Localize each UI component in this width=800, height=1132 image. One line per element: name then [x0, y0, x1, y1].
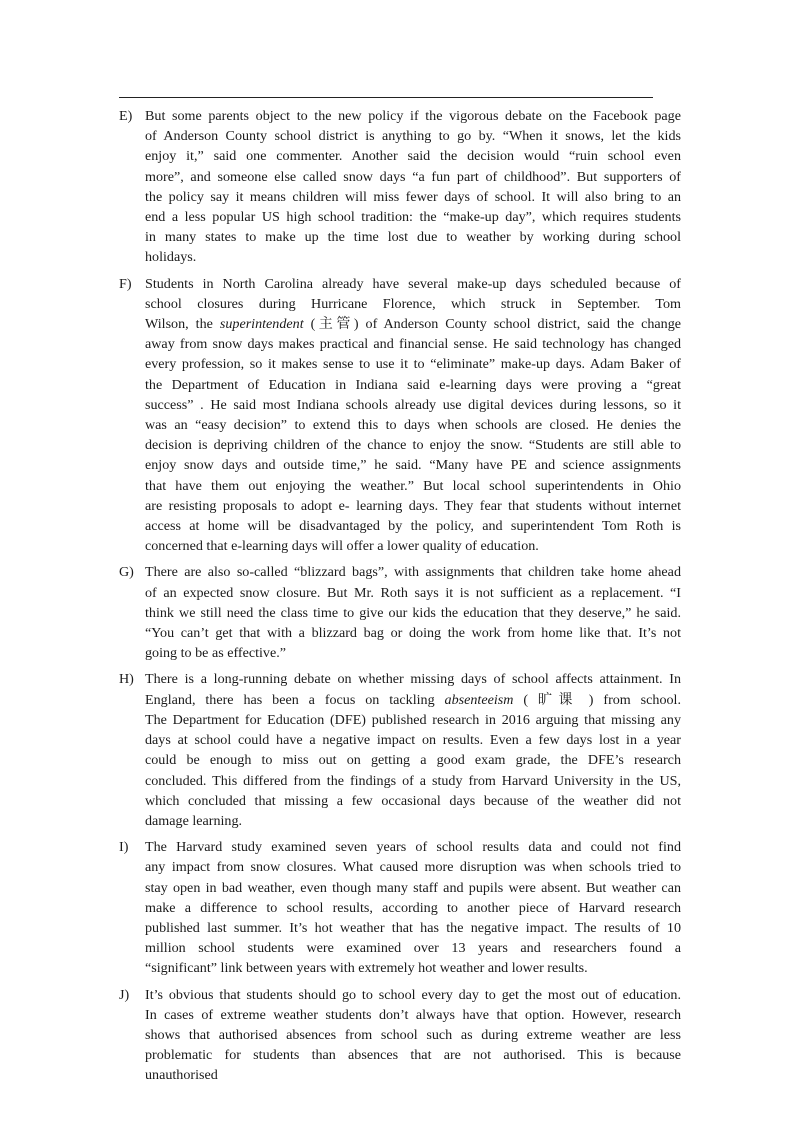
text-line: which concluded that missing a few occasional days because of the weather did not [145, 792, 681, 809]
text-run: ( 旷课 ) from school. [513, 691, 681, 708]
text-line [145, 314, 681, 334]
paragraph-text [145, 106, 681, 268]
paragraph-i [119, 837, 681, 978]
text-line: decision is depriving children of the chance to enjoy the snow. “Students are still able to [145, 437, 681, 454]
text-line: There are also so-called “blizzard bags”, with assignments that children take home ahead [145, 564, 681, 581]
text-line: the Department of Education in Indiana said e-learning days were proving a “great [145, 376, 681, 393]
text-line: It’s obvious that students should go to school every day to get the most out of education. [145, 986, 681, 1003]
paragraph-letter: J) [119, 986, 130, 1003]
paragraph-text [145, 837, 681, 978]
text-line: going to be as effective.” [145, 645, 287, 662]
text-line: more”, and someone else called snow days “a fun part of childhood”. But supporters of [145, 168, 681, 185]
text-line: could be enough to miss out on getting a good exam grade, the DFE’s research [145, 752, 681, 769]
text-line: school closures during Hurricane Florence, which struck in September. Tom [145, 295, 681, 312]
text-line: concluded. This differed from the findings of a study from Harvard University in the US, [145, 772, 681, 789]
text-line: enjoy snow days and outside time,” he said. “Many have PE and science assignments [145, 457, 681, 474]
text-line: any impact from snow closures. What caused more disruption was when schools tried to [145, 859, 681, 876]
text-line: are resisting proposals to adopt e- learning days. They fear that students without internet [145, 497, 681, 514]
text-line: days at school could have a negative impact on results. Even a few days lost in a year [145, 732, 681, 749]
paragraph-letter: I) [119, 839, 129, 856]
text-line: enjoy it,” said one commenter. Another said the decision would “ruin school even [145, 148, 681, 165]
text-line: The Harvard study examined seven years of school results data and could not find [145, 839, 681, 856]
paragraph-e [119, 106, 681, 268]
text-line: unauthorised [145, 1067, 218, 1084]
document-body [119, 106, 681, 1092]
text-line: access at home will be disadvantaged by the policy, and superintendent Tom Roth is [145, 518, 681, 535]
paragraph-letter: E) [119, 108, 133, 124]
text-line: In cases of extreme weather students don’t always have that option. However, research [145, 1006, 681, 1023]
text-line: away from snow days makes practical and financial sense. He said technology has changed [145, 336, 681, 353]
text-line: was an “easy decision” to extend this to days when schools are closed. He denies the [145, 417, 681, 434]
text-line: make a difference to school results, according to another piece of Harvard research [145, 899, 681, 916]
paragraph-j [119, 985, 681, 1086]
paragraph-letter: F) [119, 275, 132, 292]
text-line: every profession, so it makes sense to use it to “eliminate” make-up days. Adam Baker of [145, 356, 681, 373]
paragraph-g [119, 562, 681, 663]
text-line: of Anderson County school district is anything to go by. “When it snows, let the kids [145, 128, 681, 145]
text-line: shows that authorised absences from school such as during extreme weather are less [145, 1026, 681, 1043]
italic-term: superintendent [219, 316, 304, 333]
text-line: success” . He said most Indiana schools already use digital devices during lessons, so it [145, 396, 681, 413]
text-line: There is a long-running debate on whether missing days of school affects attainment. In [145, 671, 681, 688]
paragraph-text [145, 669, 681, 831]
text-line: But some parents object to the new policy if the vigorous debate on the Facebook page [145, 108, 681, 124]
text-line: problematic for students than absences that are not authorised. This is because [145, 1047, 681, 1064]
text-line: that have them out enjoying the weather.” But local school superintendents in Ohio [145, 477, 681, 494]
text-line: published last summer. It’s hot weather that has the negative impact. The results of 10 [145, 919, 681, 936]
text-line: stay open in bad weather, even though many staff and pupils were absent. But weather can [145, 879, 681, 896]
text-line: concerned that e-learning days will offer a lower quality of education. [145, 538, 539, 555]
paragraph-f [119, 274, 681, 557]
paragraph-letter: H) [119, 671, 134, 688]
text-run: Wilson, the [145, 316, 220, 333]
text-line: in many states to make up the time lost due to weather by working during school [145, 229, 681, 246]
text-line: the policy say it means children will miss fewer days of school. It will also bring to an [145, 188, 681, 205]
text-line: end a less popular US high school tradition: the “make-up day”, which requires students [145, 209, 681, 226]
text-line: “significant” link between years with extremely hot weather and lower results. [145, 960, 588, 977]
paragraph-text [145, 274, 681, 557]
header-rule [119, 97, 653, 98]
text-line: “You can’t get that with a blizzard bag or doing the work from home like that. It’s not [145, 625, 681, 642]
italic-term: absenteeism [444, 691, 514, 708]
text-line [145, 690, 681, 710]
text-line: damage learning. [145, 812, 243, 829]
paragraph-text [145, 562, 681, 663]
text-run: (主管) of Anderson County school district, said the change [303, 316, 681, 333]
text-line: holidays. [145, 249, 197, 266]
text-line: think we still need the class time to give our kids the education that they deserve,” he said. [145, 604, 681, 621]
text-line: Students in North Carolina already have several make-up days scheduled because of [145, 275, 681, 292]
text-line: million school students were examined over 13 years and researchers found a [145, 940, 681, 957]
text-line: The Department for Education (DFE) published research in 2016 arguing that missing any [145, 711, 681, 728]
paragraph-letter: G) [119, 564, 134, 581]
paragraph-h [119, 669, 681, 831]
text-line: of an expected snow closure. But Mr. Roth says it is not sufficient as a replacement. “I [145, 584, 681, 601]
paragraph-text [145, 985, 681, 1086]
text-run: England, there has been a focus on tackling [145, 691, 445, 708]
